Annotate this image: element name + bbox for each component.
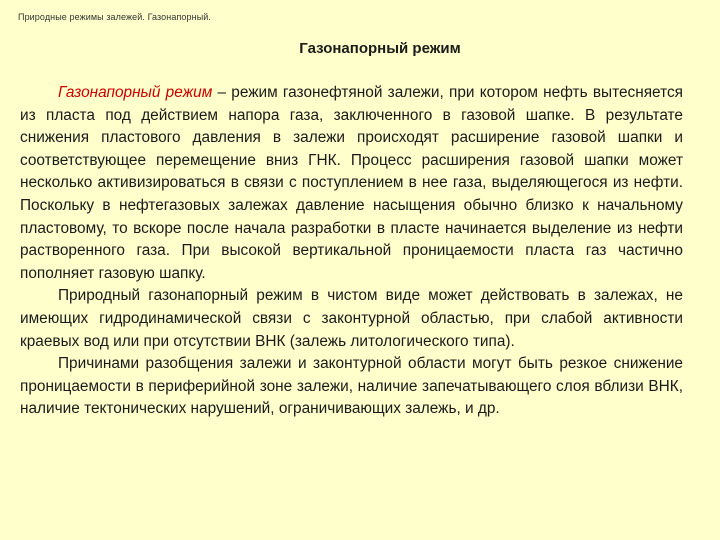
paragraph-1 (20, 82, 683, 285)
term-highlight: Газонапорный режим (58, 84, 213, 101)
slide-title: Газонапорный режим (299, 40, 461, 57)
body-text (20, 82, 683, 421)
paragraph-1-text: – режим газонефтяной залежи, при котором нефть вытесняется из пласта под действием напора газа, заключенного в газовой шапке. В результате снижения пластового давления в залежи происходят расширение газовой шапки и соответствующее перемещение вниз ГНК. Процесс расширения газовой шапки может несколько активизироваться в связи с поступлением в нее газа, выделяющегося из нефти. Поскольку в нефтегазовых залежах давление насыщения обычно близко к начальному пластовому, то вскоре после начала разработки в пласте начинается выделение из нефти растворенного газа. При высокой вертикальной проницаемости пласта газ частично пополняет газовую шапку. (20, 84, 683, 282)
paragraph-2: Природный газонапорный режим в чистом виде может действовать в залежах, не имеющих гидродинамической связи с законтурной областью, при слабой активности краевых вод или при отсутствии ВНК (залежь литологического типа). (20, 287, 683, 350)
paragraph-3: Причинами разобщения залежи и законтурной области могут быть резкое снижение проницаемости в периферийной зоне залежи, наличие запечатывающего слоя вблизи ВНК, наличие тектонических нарушений, ограничивающих залежь, и др. (20, 355, 683, 418)
header-caption: Природные режимы залежей. Газонапорный. (18, 12, 211, 22)
